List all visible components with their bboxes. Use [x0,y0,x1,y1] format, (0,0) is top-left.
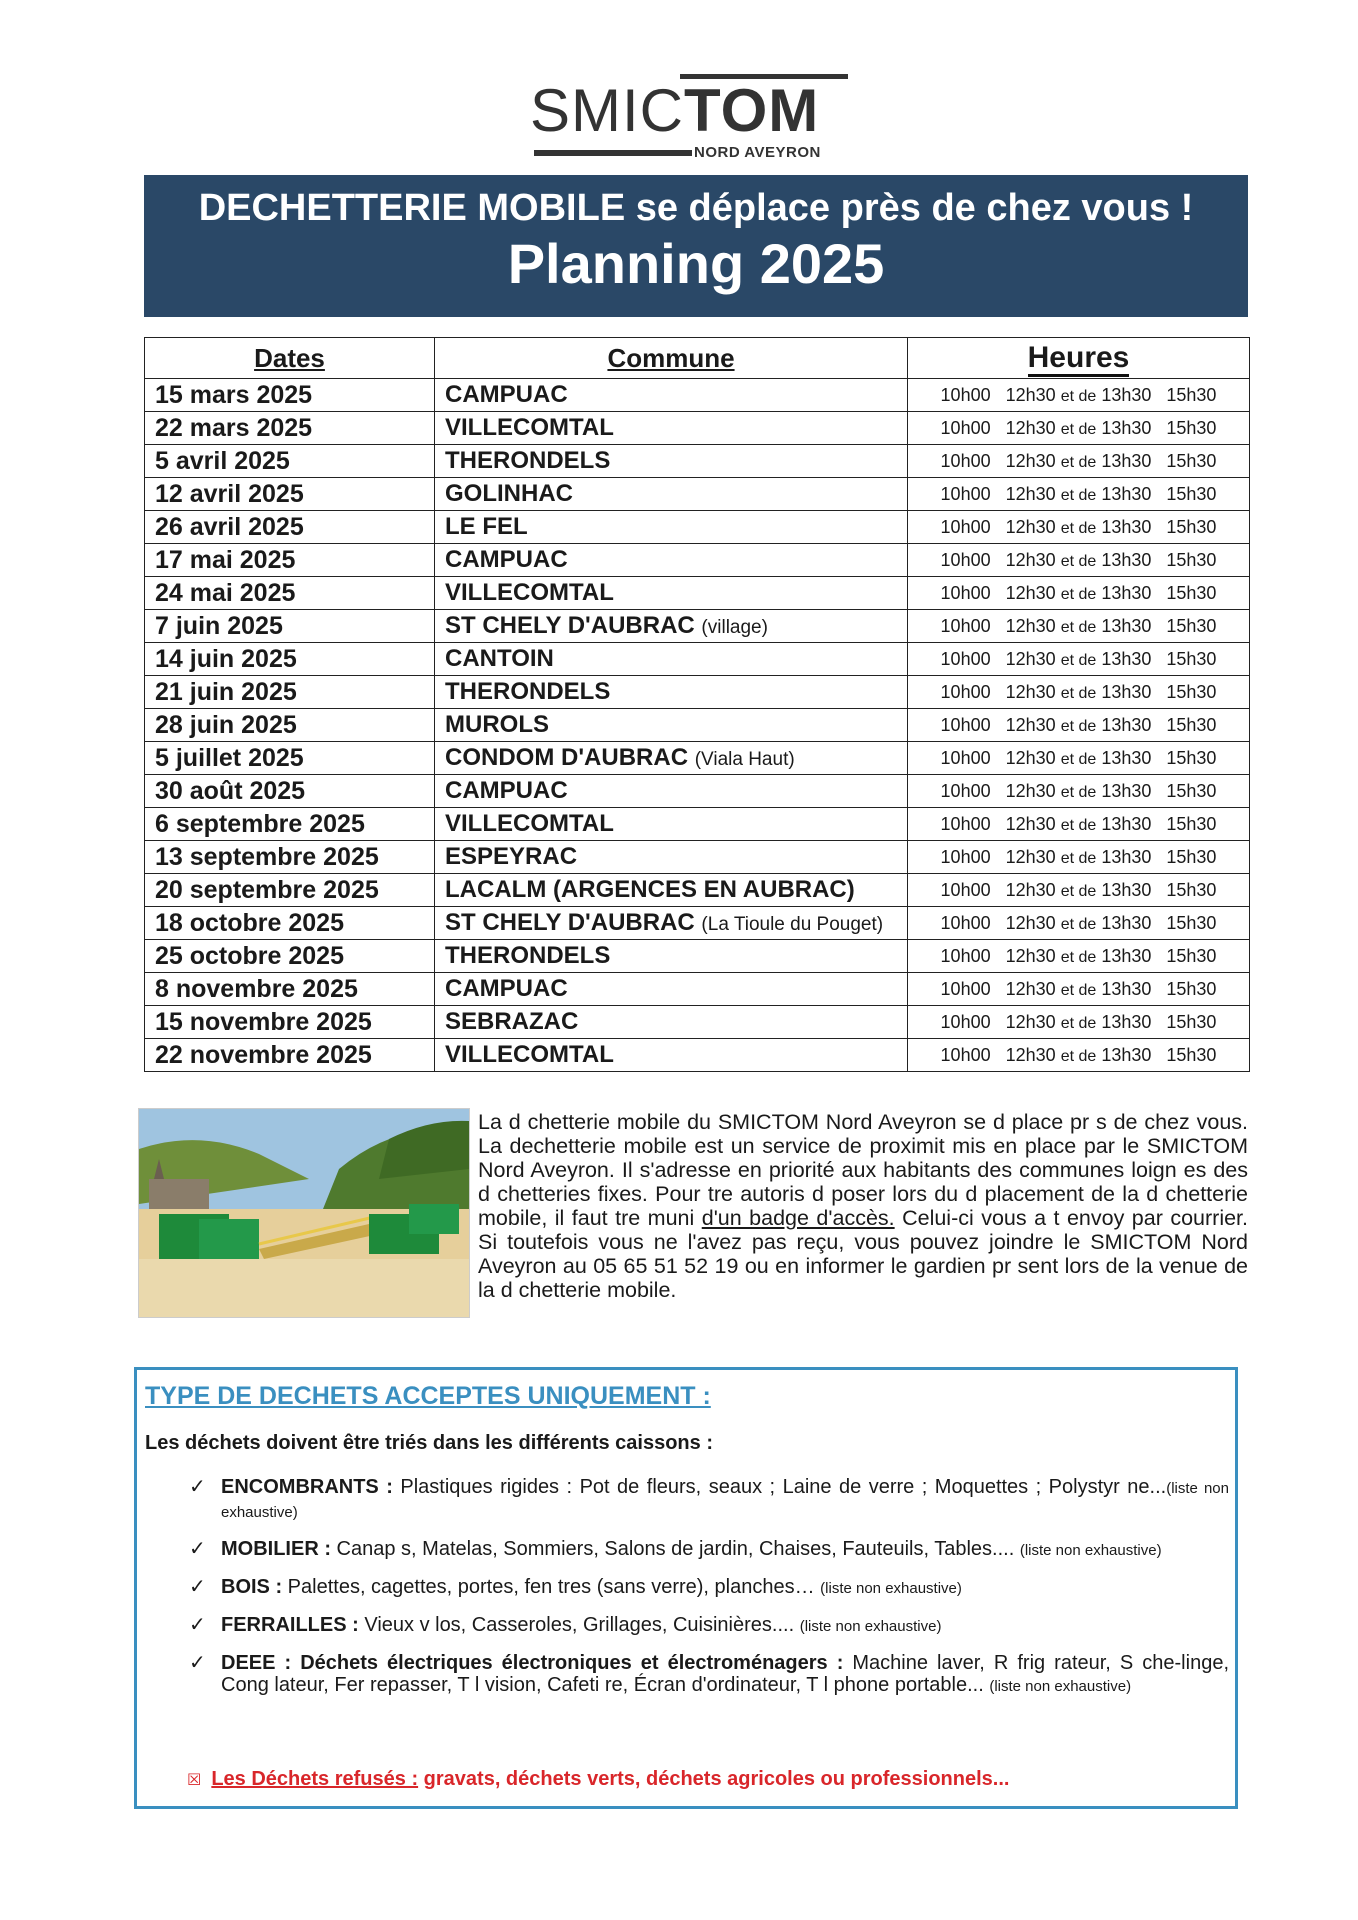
hour-end-am: 12h30 [1005,648,1056,669]
hour-end-am: 12h30 [1005,1011,1056,1032]
hour-start-pm: 13h30 [1101,846,1152,867]
hour-end-pm: 15h30 [1166,912,1217,933]
cell-hours [908,379,1250,412]
cell-commune [435,973,908,1006]
item-label: FERRAILLES : [221,1614,359,1636]
hour-start-pm: 13h30 [1101,417,1152,438]
hour-start-am: 10h00 [940,1011,991,1032]
hour-end-pm: 15h30 [1166,1044,1217,1065]
table-row [145,544,1250,577]
logo-part1: SMIC [530,77,684,144]
hour-separator: et de [1060,519,1097,537]
hour-end-am: 12h30 [1005,747,1056,768]
hour-end-am: 12h30 [1005,978,1056,999]
hour-start-am: 10h00 [940,714,991,735]
hour-end-am: 12h30 [1005,780,1056,801]
item-note: (liste non exhaustive) [820,1580,962,1597]
table-row [145,907,1250,940]
cell-date: 24 mai 2025 [145,577,435,610]
cell-commune [435,841,908,874]
hour-separator: et de [1060,1047,1097,1065]
hour-start-pm: 13h30 [1101,450,1152,471]
item-text: Canap s, Matelas, Sommiers, Salons de jardin, Chaises, Fauteuils, Tables.... [331,1538,1020,1560]
cell-commune [435,511,908,544]
hour-end-am: 12h30 [1005,582,1056,603]
commune-name: ESPEYRAC [445,843,578,870]
title-banner [144,175,1248,317]
cell-date: 17 mai 2025 [145,544,435,577]
cell-date: 21 juin 2025 [145,676,435,709]
cell-hours [908,841,1250,874]
refused-label: Les Déchets refusés : [211,1768,419,1790]
accepted-waste-subtitle: Les déchets doivent être triés dans les différents caissons : [145,1432,713,1454]
commune-name: CANTOIN [445,645,554,672]
hour-separator: et de [1060,849,1097,867]
logo-wordmark [530,78,819,144]
hour-end-pm: 15h30 [1166,549,1217,570]
cell-hours [908,478,1250,511]
commune-name: VILLECOMTAL [445,579,614,606]
table-row [145,478,1250,511]
hour-start-am: 10h00 [940,384,991,405]
hour-end-am: 12h30 [1005,813,1056,834]
hour-start-pm: 13h30 [1101,582,1152,603]
logo-subtitle: NORD AVEYRON [694,144,821,161]
check-icon: ✓ [189,1476,206,1498]
cell-date: 30 août 2025 [145,775,435,808]
commune-name: THERONDELS [445,447,611,474]
item-text: Vieux v los, Casseroles, Grillages, Cuisinières.... [358,1614,800,1636]
table-row [145,841,1250,874]
hour-end-pm: 15h30 [1166,879,1217,900]
cell-date: 8 novembre 2025 [145,973,435,1006]
hour-separator: et de [1060,948,1097,966]
hour-separator: et de [1060,618,1097,636]
commune-name: LE FEL [445,513,528,540]
hour-start-am: 10h00 [940,846,991,867]
hour-start-pm: 13h30 [1101,978,1152,999]
hour-end-pm: 15h30 [1166,1011,1217,1032]
hour-end-am: 12h30 [1005,615,1056,636]
table-row [145,445,1250,478]
hour-start-pm: 13h30 [1101,648,1152,669]
cell-date: 14 juin 2025 [145,643,435,676]
hour-end-am: 12h30 [1005,681,1056,702]
hour-start-pm: 13h30 [1101,780,1152,801]
cell-hours [908,940,1250,973]
hour-separator: et de [1060,453,1097,471]
cell-date: 12 avril 2025 [145,478,435,511]
commune-name: CONDOM D'AUBRAC [445,744,689,771]
cell-hours [908,1006,1250,1039]
cell-date: 13 septembre 2025 [145,841,435,874]
hour-separator: et de [1060,420,1097,438]
hour-start-pm: 13h30 [1101,912,1152,933]
hour-start-am: 10h00 [940,978,991,999]
hour-end-pm: 15h30 [1166,483,1217,504]
cell-commune [435,808,908,841]
cell-hours [908,544,1250,577]
hour-start-am: 10h00 [940,879,991,900]
commune-name: VILLECOMTAL [445,810,614,837]
hour-separator: et de [1060,1014,1097,1032]
cell-hours [908,643,1250,676]
hour-start-pm: 13h30 [1101,813,1152,834]
banner-headline: DECHETTERIE MOBILE se déplace près de chez vous ! [198,187,1194,229]
cell-date: 15 novembre 2025 [145,1006,435,1039]
hour-separator: et de [1060,684,1097,702]
item-label: BOIS : [221,1576,283,1598]
cell-date: 22 mars 2025 [145,412,435,445]
hour-end-pm: 15h30 [1166,648,1217,669]
hour-start-am: 10h00 [940,945,991,966]
cell-commune [435,1039,908,1072]
cell-commune [435,544,908,577]
hour-start-pm: 13h30 [1101,681,1152,702]
table-row [145,643,1250,676]
hour-end-pm: 15h30 [1166,945,1217,966]
hour-separator: et de [1060,816,1097,834]
hour-start-am: 10h00 [940,813,991,834]
cell-commune [435,643,908,676]
mobile-dechetterie-photo [138,1108,470,1318]
cell-commune [435,874,908,907]
cell-commune [435,709,908,742]
hour-end-pm: 15h30 [1166,615,1217,636]
check-icon: ✓ [189,1652,206,1674]
commune-name: VILLECOMTAL [445,414,614,441]
hour-end-am: 12h30 [1005,384,1056,405]
commune-name: CAMPUAC [445,777,568,804]
hour-start-pm: 13h30 [1101,945,1152,966]
cell-date: 20 septembre 2025 [145,874,435,907]
cell-commune [435,412,908,445]
item-note: (liste non exhaustive) [799,1618,942,1635]
hour-end-pm: 15h30 [1166,978,1217,999]
cell-hours [908,412,1250,445]
cell-hours [908,445,1250,478]
commune-name: VILLECOMTAL [445,1041,614,1068]
cell-commune [435,742,908,775]
list-item [189,1652,1229,1698]
table-row [145,511,1250,544]
cell-date: 15 mars 2025 [145,379,435,412]
table-header-row [145,338,1250,379]
commune-name: CAMPUAC [445,381,568,408]
hour-end-pm: 15h30 [1166,747,1217,768]
hour-end-am: 12h30 [1005,549,1056,570]
hour-end-pm: 15h30 [1166,450,1217,471]
hour-start-am: 10h00 [940,450,991,471]
hour-start-am: 10h00 [940,516,991,537]
hour-start-pm: 13h30 [1101,714,1152,735]
cell-hours [908,1039,1250,1072]
table-row [145,775,1250,808]
hour-end-pm: 15h30 [1166,681,1217,702]
cell-commune [435,610,908,643]
table-row [145,973,1250,1006]
hour-start-pm: 13h30 [1101,483,1152,504]
cell-commune [435,577,908,610]
check-icon: ✓ [189,1538,206,1560]
hour-separator: et de [1060,552,1097,570]
logo-bottom-bar [534,150,692,156]
cell-date: 18 octobre 2025 [145,907,435,940]
hour-start-am: 10h00 [940,747,991,768]
list-item [189,1576,1229,1600]
cell-hours [908,808,1250,841]
hour-end-pm: 15h30 [1166,417,1217,438]
commune-note: (Viala Haut) [694,749,795,770]
cell-commune [435,676,908,709]
cell-date: 28 juin 2025 [145,709,435,742]
commune-name: THERONDELS [445,942,611,969]
item-label: ENCOMBRANTS : [221,1476,393,1498]
table-row [145,742,1250,775]
cell-commune [435,940,908,973]
hour-start-pm: 13h30 [1101,516,1152,537]
item-note: (liste non exhaustive) [989,1678,1132,1695]
banner-planning-title: Planning 2025 [507,232,885,295]
hour-end-pm: 15h30 [1166,516,1217,537]
cell-hours [908,676,1250,709]
cell-commune [435,445,908,478]
cell-hours [908,709,1250,742]
logo-part2: TOM [684,77,820,144]
commune-name: MUROLS [445,711,549,738]
cell-hours [908,577,1250,610]
item-label: DEEE : Déchets électriques électroniques et électroménagers : [221,1652,844,1674]
header-heures: Heures [908,338,1250,379]
cell-commune [435,379,908,412]
table-row [145,676,1250,709]
item-note: (liste non exhaustive) [1019,1542,1162,1559]
hour-start-pm: 13h30 [1101,1011,1152,1032]
cell-date: 26 avril 2025 [145,511,435,544]
hour-start-am: 10h00 [940,417,991,438]
item-note: (liste non exhaustive) [221,1480,1229,1521]
hour-start-pm: 13h30 [1101,747,1152,768]
hour-start-am: 10h00 [940,582,991,603]
cell-hours [908,973,1250,1006]
hour-end-am: 12h30 [1005,450,1056,471]
hour-separator: et de [1060,387,1097,405]
hour-start-pm: 13h30 [1101,615,1152,636]
table-row [145,1039,1250,1072]
list-item [189,1614,1229,1638]
table-row [145,577,1250,610]
hour-end-am: 12h30 [1005,846,1056,867]
cell-hours [908,511,1250,544]
hour-end-am: 12h30 [1005,483,1056,504]
commune-note: (La Tioule du Pouget) [701,914,884,935]
table-row [145,1006,1250,1039]
cell-hours [908,610,1250,643]
check-icon: ✓ [189,1576,206,1598]
smictom-logo [530,72,850,162]
hour-end-am: 12h30 [1005,945,1056,966]
commune-note: (village) [701,617,768,638]
hour-start-am: 10h00 [940,912,991,933]
commune-name: GOLINHAC [445,480,573,507]
list-item [189,1538,1229,1562]
hour-separator: et de [1060,915,1097,933]
hour-start-am: 10h00 [940,1044,991,1065]
table-row [145,379,1250,412]
accepted-waste-list [189,1476,1229,1712]
list-item [189,1476,1229,1524]
hour-separator: et de [1060,486,1097,504]
cell-commune [435,478,908,511]
hour-start-pm: 13h30 [1101,1044,1152,1065]
check-icon: ✓ [189,1614,206,1636]
cell-date: 5 avril 2025 [145,445,435,478]
hour-start-am: 10h00 [940,549,991,570]
commune-name: CAMPUAC [445,975,568,1002]
intro-paragraph [478,1110,1248,1302]
hour-separator: et de [1060,750,1097,768]
hour-separator: et de [1060,717,1097,735]
accepted-waste-title: TYPE DE DECHETS ACCEPTES UNIQUEMENT : [145,1382,711,1410]
intro-text-before: La d chetterie mobile du SMICTOM Nord Aveyron se d place pr s de chez vous. La dechetterie mobile est un service de proximit mis en place par le SMICTOM Nord Aveyron. Il s'adresse en priorité aux habitants des communes loign es des d chetteries fixes. Pour tre autoris d poser lors du d placement de la d chetterie mobile, il faut tre muni [478,1110,1248,1230]
hour-end-am: 12h30 [1005,714,1056,735]
header-commune: Commune [435,338,908,379]
hour-end-am: 12h30 [1005,1044,1056,1065]
commune-name: CAMPUAC [445,546,568,573]
commune-name: SEBRAZAC [445,1008,579,1035]
hour-end-pm: 15h30 [1166,384,1217,405]
header-dates: Dates [145,338,435,379]
commune-name: LACALM (ARGENCES EN AUBRAC) [445,876,855,903]
cell-date: 25 octobre 2025 [145,940,435,973]
commune-name: THERONDELS [445,678,611,705]
hour-start-am: 10h00 [940,780,991,801]
hour-start-pm: 13h30 [1101,879,1152,900]
table-row [145,874,1250,907]
cell-hours [908,742,1250,775]
cell-date: 22 novembre 2025 [145,1039,435,1072]
item-text: Palettes, cagettes, portes, fen tres (sans verre), planches… [282,1576,821,1598]
cell-date: 5 juillet 2025 [145,742,435,775]
hour-separator: et de [1060,981,1097,999]
commune-name: ST CHELY D'AUBRAC [445,612,695,639]
item-text: Machine laver, R frig rateur, S che-linge, Cong lateur, Fer repasser, T l vision, Cafeti re, Écran d'ordinateur, T l phone portable... [221,1652,1229,1696]
table-row [145,808,1250,841]
cell-commune [435,907,908,940]
hour-end-am: 12h30 [1005,879,1056,900]
intro-badge-underlined: d'un badge d'accès. [701,1206,895,1230]
commune-name: ST CHELY D'AUBRAC [445,909,695,936]
hour-end-pm: 15h30 [1166,780,1217,801]
hour-start-am: 10h00 [940,615,991,636]
cell-date: 7 juin 2025 [145,610,435,643]
cell-commune [435,1006,908,1039]
hour-end-pm: 15h30 [1166,846,1217,867]
hour-separator: et de [1060,651,1097,669]
hour-start-am: 10h00 [940,483,991,504]
hour-end-am: 12h30 [1005,516,1056,537]
accepted-waste-box [134,1367,1238,1809]
refused-waste-line [187,1768,1009,1791]
hour-start-am: 10h00 [940,648,991,669]
cell-hours [908,775,1250,808]
hour-end-pm: 15h30 [1166,714,1217,735]
hour-start-pm: 13h30 [1101,384,1152,405]
cell-commune [435,775,908,808]
table-row [145,610,1250,643]
cell-hours [908,907,1250,940]
hour-start-am: 10h00 [940,681,991,702]
schedule-table [144,337,1250,1072]
x-box-icon: ☒ [187,1772,202,1789]
hour-separator: et de [1060,783,1097,801]
refused-text: gravats, déchets verts, déchets agricoles ou professionnels... [418,1768,1010,1790]
item-text: Plastiques rigides : Pot de fleurs, seaux ; Laine de verre ; Moquettes ; Polystyr ne... [392,1476,1167,1498]
hour-separator: et de [1060,882,1097,900]
hour-end-pm: 15h30 [1166,582,1217,603]
item-label: MOBILIER : [221,1538,331,1560]
table-row [145,940,1250,973]
table-row [145,709,1250,742]
hour-end-pm: 15h30 [1166,813,1217,834]
cell-date: 6 septembre 2025 [145,808,435,841]
hour-end-am: 12h30 [1005,912,1056,933]
hour-end-am: 12h30 [1005,417,1056,438]
hour-separator: et de [1060,585,1097,603]
table-row [145,412,1250,445]
hour-start-pm: 13h30 [1101,549,1152,570]
cell-hours [908,874,1250,907]
intro-text-after: Celui-ci vous a t envoy par courrier. Si toutefois vous ne l'avez pas reçu, vous pouvez joindre le SMICTOM Nord Aveyron au 05 65 51 52 19 ou en informer le gardien pr sent lors de la venue de la d chetterie mobile. [478,1206,1248,1302]
